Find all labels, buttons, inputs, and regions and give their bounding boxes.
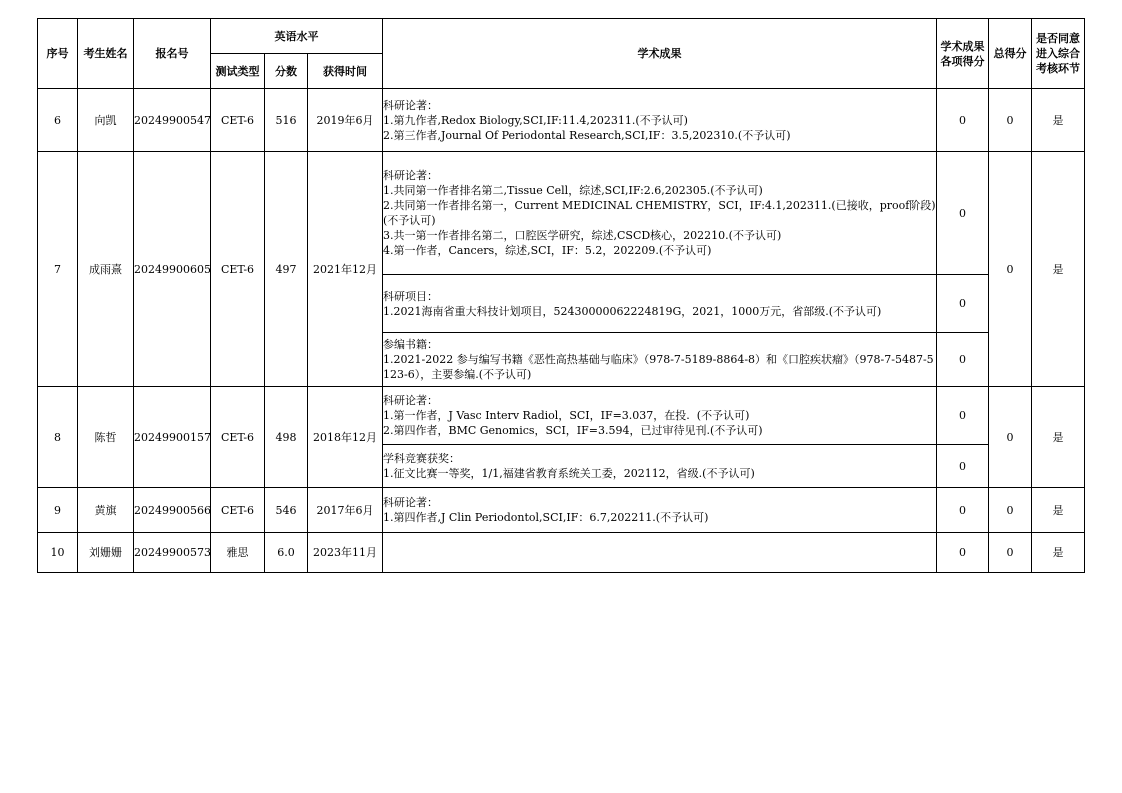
table-row <box>38 89 1085 152</box>
cell-agree: 是 <box>1032 533 1085 573</box>
table-row <box>38 533 1085 573</box>
cell-date: 2021年12月 <box>308 152 383 387</box>
cell-total: 0 <box>989 152 1032 387</box>
cell-achievement: 参编书籍： 1.2021-2022 参与编写书籍《恶性高热基础与临床》（978-7-5189-8864-8）和《口腔疾状瘤》（978-7-5487-5123-6），主要参编.(不予认可) <box>383 333 937 387</box>
cell-name: 黄旗 <box>78 488 134 533</box>
cell-score: 498 <box>265 387 308 488</box>
cell-test-type: CET-6 <box>211 387 265 488</box>
header-academic: 学术成果 <box>383 19 937 89</box>
table-row <box>38 387 1085 445</box>
header-name: 考生姓名 <box>78 19 134 89</box>
cell-name: 陈哲 <box>78 387 134 488</box>
table-row <box>38 488 1085 533</box>
cell-item-score: 0 <box>937 152 989 275</box>
cell-date: 2018年12月 <box>308 387 383 488</box>
cell-reg-no: 20249900573 <box>134 533 211 573</box>
header-test-type: 测试类型 <box>211 54 265 89</box>
cell-total: 0 <box>989 488 1032 533</box>
cell-total: 0 <box>989 387 1032 488</box>
cell-name: 向凯 <box>78 89 134 152</box>
cell-achievement <box>383 533 937 573</box>
header-item-score: 学术成果各项得分 <box>937 19 989 89</box>
cell-item-score: 0 <box>937 333 989 387</box>
header-agree: 是否同意进入综合考核环节 <box>1032 19 1085 89</box>
header-score: 分数 <box>265 54 308 89</box>
cell-total: 0 <box>989 533 1032 573</box>
cell-achievement: 科研项目： 1.2021海南省重大科技计划项目，52430000062224819G，2021，1000万元，省部级.(不予认可) <box>383 275 937 333</box>
header-total: 总得分 <box>989 19 1032 89</box>
cell-date: 2019年6月 <box>308 89 383 152</box>
cell-agree: 是 <box>1032 387 1085 488</box>
cell-reg-no: 20249900605 <box>134 152 211 387</box>
cell-score: 516 <box>265 89 308 152</box>
header-seq: 序号 <box>38 19 78 89</box>
cell-test-type: CET-6 <box>211 89 265 152</box>
cell-test-type: CET-6 <box>211 488 265 533</box>
cell-reg-no: 20249900547 <box>134 89 211 152</box>
cell-test-type: 雅思 <box>211 533 265 573</box>
table-row <box>38 152 1085 275</box>
cell-agree: 是 <box>1032 152 1085 387</box>
cell-achievement: 学科竞赛获奖： 1.征文比赛一等奖，1/1,福建省教育系统关工委，202112，省级.(不予认可) <box>383 445 937 488</box>
cell-item-score: 0 <box>937 275 989 333</box>
cell-score: 497 <box>265 152 308 387</box>
cell-item-score: 0 <box>937 533 989 573</box>
header-english: 英语水平 <box>211 19 383 54</box>
header-reg-no: 报名号 <box>134 19 211 89</box>
cell-agree: 是 <box>1032 488 1085 533</box>
cell-item-score: 0 <box>937 387 989 445</box>
cell-name: 刘姗姗 <box>78 533 134 573</box>
cell-seq: 8 <box>38 387 78 488</box>
cell-date: 2023年11月 <box>308 533 383 573</box>
cell-seq: 9 <box>38 488 78 533</box>
header-obtained: 获得时间 <box>308 54 383 89</box>
cell-seq: 7 <box>38 152 78 387</box>
cell-item-score: 0 <box>937 445 989 488</box>
cell-achievement: 科研论著： 1.共同第一作者排名第二,Tissue Cell，综述,SCI,IF:2.6,202305.(不予认可) 2.共同第一作者排名第一，Current MEDICINAL CHEMISTRY，SCI，IF:4.1,202311.(已接收，proof阶段)(不予认可) 3.共一第一作者排名第二，口腔医学研究，综述,CSCD核心，202210.(不予认可) 4.第一作者，Cancers，综述,SCI，IF：5.2，202209.(不予认可) <box>383 152 937 275</box>
cell-name: 成雨熹 <box>78 152 134 387</box>
cell-seq: 10 <box>38 533 78 573</box>
cell-score: 546 <box>265 488 308 533</box>
cell-test-type: CET-6 <box>211 152 265 387</box>
cell-agree: 是 <box>1032 89 1085 152</box>
cell-seq: 6 <box>38 89 78 152</box>
cell-score: 6.0 <box>265 533 308 573</box>
cell-item-score: 0 <box>937 89 989 152</box>
cell-achievement: 科研论著： 1.第一作者，J Vasc Interv Radiol，SCI，IF=3.037，在投. (不予认可) 2.第四作者，BMC Genomics，SCI，IF=3.594，已过审待见刊.(不予认可) <box>383 387 937 445</box>
results-table <box>37 18 1085 573</box>
cell-total: 0 <box>989 89 1032 152</box>
cell-reg-no: 20249900566 <box>134 488 211 533</box>
cell-achievement: 科研论著： 1.第四作者,J Clin Periodontol,SCI,IF：6.7,202211.(不予认可) <box>383 488 937 533</box>
cell-reg-no: 20249900157 <box>134 387 211 488</box>
cell-date: 2017年6月 <box>308 488 383 533</box>
cell-item-score: 0 <box>937 488 989 533</box>
cell-achievement: 科研论著： 1.第九作者,Redox Biology,SCI,IF:11.4,202311.(不予认可) 2.第三作者,Journal Of Periodontal Research,SCI,IF：3.5,202310.(不予认可) <box>383 89 937 152</box>
